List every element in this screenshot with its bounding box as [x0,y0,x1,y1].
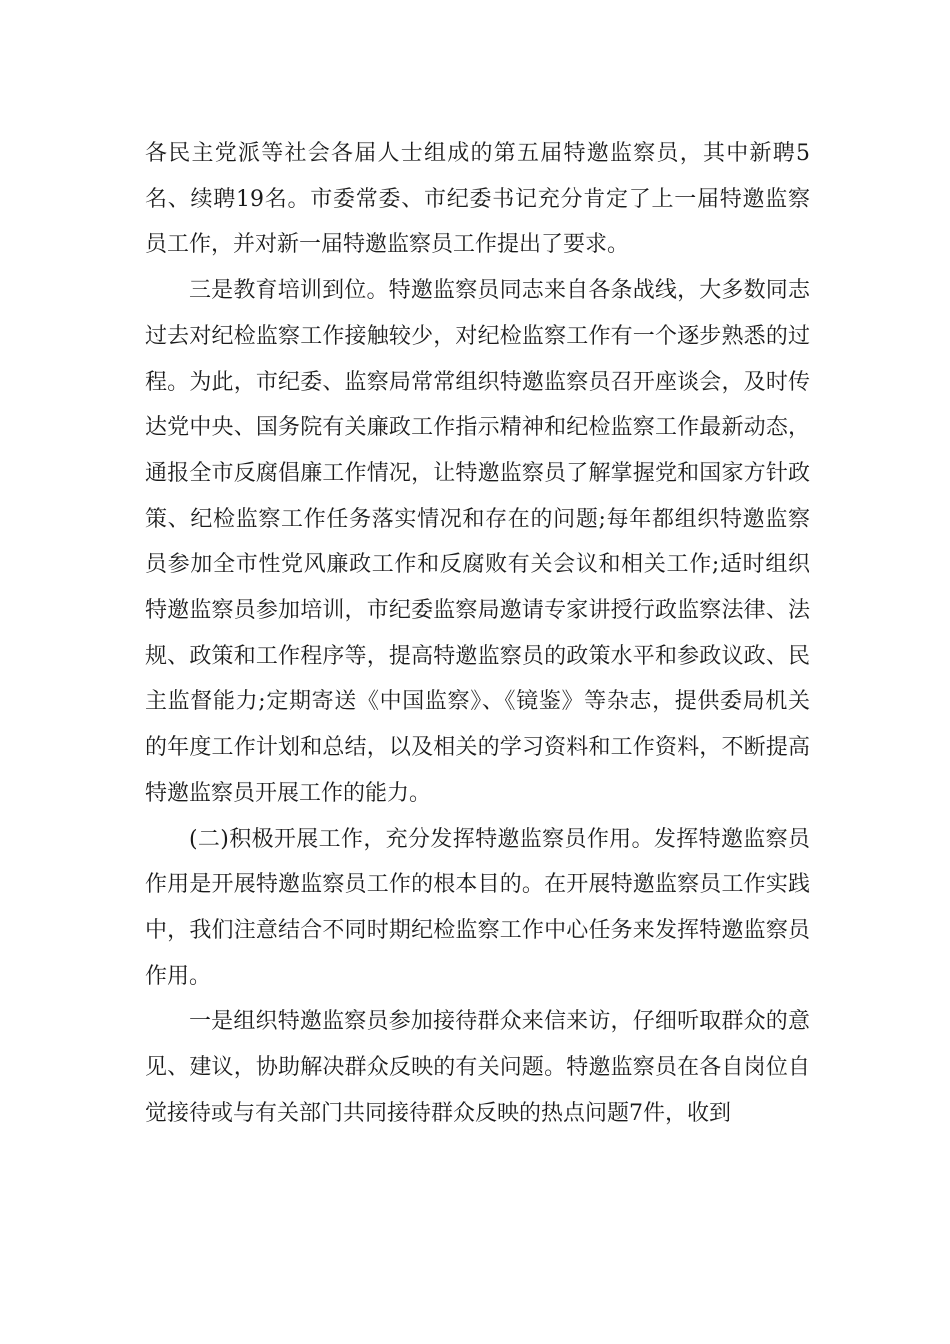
body-text [145,131,810,1136]
paragraph-3: (二)积极开展工作，充分发挥特邀监察员作用。发挥特邀监察员作用是开展特邀监察员工作的根本目的。在开展特邀监察员工作实践中，我们注意结合不同时期纪检监察工作中心任务来发挥特邀监察员作用。 [145,826,810,989]
paragraph-1: 各民主党派等社会各届人士组成的第五届特邀监察员，其中新聘5名、续聘19名。市委常委、市纪委书记充分肯定了上一届特邀监察员工作，并对新一届特邀监察员工作提出了要求。 [145,141,810,258]
paragraph-4: 一是组织特邀监察员参加接待群众来信来访，仔细听取群众的意见、建议，协助解决群众反映的有关问题。特邀监察员在各自岗位自觉接待或与有关部门共同接待群众反映的热点问题7件，收到 [145,1009,810,1126]
paragraph-2: 三是教育培训到位。特邀监察员同志来自各条战线，大多数同志过去对纪检监察工作接触较少，对纪检监察工作有一个逐步熟悉的过程。为此，市纪委、监察局常常组织特邀监察员召开座谈会，及时传达党中央、国务院有关廉政工作指示精神和纪检监察工作最新动态，通报全市反腐倡廉工作情况，让特邀监察员了解掌握党和国家方针政策、纪检监察工作任务落实情况和存在的问题;每年都组织特邀监察员参加全市性党风廉政工作和反腐败有关会议和相关工作;适时组织特邀监察员参加培训，市纪委监察局邀请专家讲授行政监察法律、法规、政策和工作程序等，提高特邀监察员的政策水平和参政议政、民主监督能力;定期寄送《中国监察》、《镜鉴》等杂志，提供委局机关的年度工作计划和总结，以及相关的学习资料和工作资料，不断提高特邀监察员开展工作的能力。 [145,278,810,806]
